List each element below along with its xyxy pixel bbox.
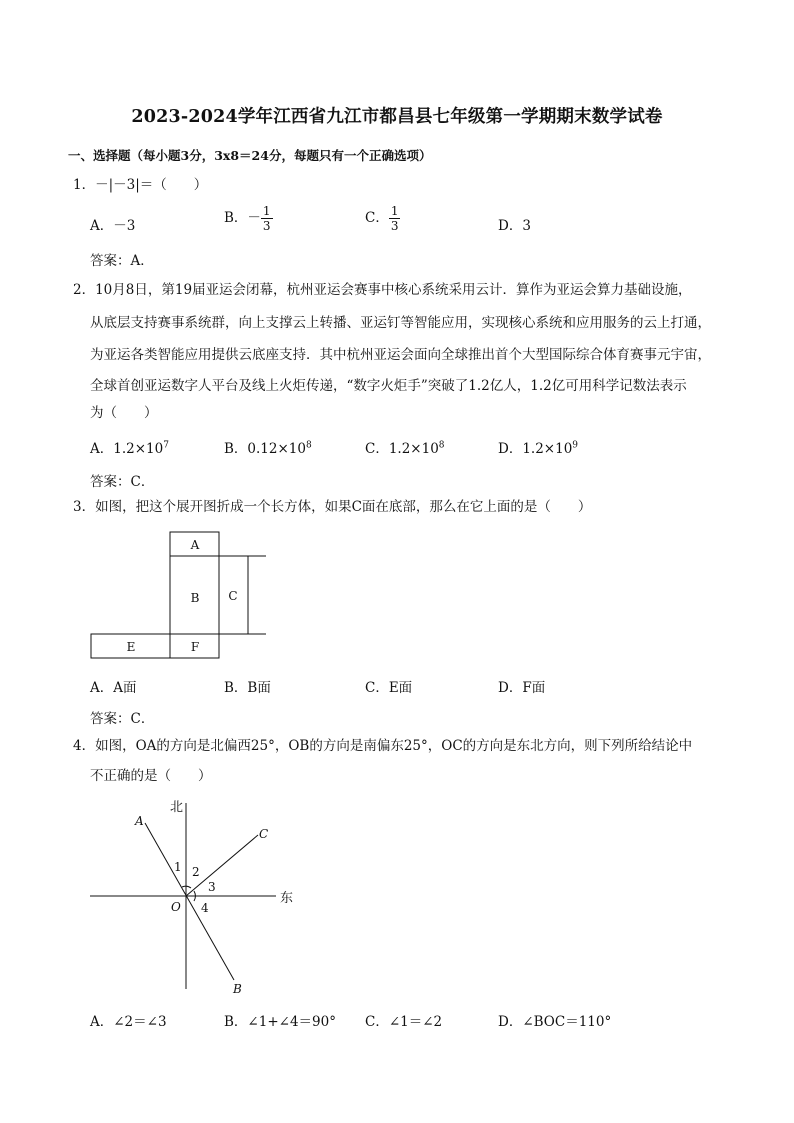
- q3-option-a: A．A面: [90, 680, 137, 696]
- denominator: 3: [262, 219, 271, 233]
- q2-option-d: [498, 437, 578, 457]
- fraction: [261, 204, 273, 233]
- q2-option-b: [224, 437, 312, 457]
- exponent: 8: [438, 440, 445, 451]
- exponent: 7: [163, 440, 169, 451]
- point-b-label: B: [233, 982, 242, 996]
- question-2-line-2: 从底层支持赛事系统群，向上支撑云上转播、亚运钉等智能应用，实现核心系统和应用服务的云上打通，: [90, 315, 711, 331]
- q1-option-a: A．－3: [90, 218, 136, 234]
- question-3-stem: 3．如图，把这个展开图折成一个长方体，如果C面在底部，那么在它上面的是（ ）: [73, 499, 592, 515]
- cuboid-net-figure: [88, 528, 273, 664]
- question-2-line-3: 为亚运各类智能应用提供云底座支持．其中杭州亚运会面向全球推出首个大型国际综合体育赛事元宇宙，: [90, 347, 711, 363]
- question-4-line-2: 不正确的是（ ）: [90, 768, 212, 784]
- q3-option-c: C．E面: [365, 680, 413, 696]
- question-2-line-4: 全球首创亚运数字人平台及线上火炬传递，“数字火炬手”突破了1.2亿人，1.2亿可用科学记数法表示: [90, 378, 687, 394]
- q4-option-d: D．∠BOC＝110°: [498, 1014, 612, 1030]
- angle-1-label: 1: [174, 860, 182, 874]
- question-2-line-1: 2．10月8日，第19届亚运会闭幕，杭州亚运会赛事中核心系统采用云计．算作为亚运会算力基础设施，: [73, 282, 692, 298]
- q1-option-c-prefix: C．: [365, 210, 389, 226]
- angle-2-label: 2: [192, 865, 200, 879]
- q2-option-c-text: C．1.2×10: [365, 441, 439, 457]
- q3-option-b: B．B面: [224, 680, 271, 696]
- angle-3-label: 3: [208, 880, 216, 894]
- direction-angle-figure: [88, 795, 303, 1000]
- q2-answer: 答案：C．: [90, 474, 155, 490]
- q1-option-c: [365, 204, 400, 233]
- q4-option-a: A．∠2＝∠3: [90, 1014, 167, 1030]
- question-2-line-5: 为（ ）: [90, 405, 158, 421]
- q3-answer: 答案：C．: [90, 711, 155, 727]
- q2-option-a-text: A．1.2×10: [90, 441, 164, 457]
- q1-answer: 答案：A．: [90, 253, 154, 269]
- question-4-line-1: 4．如图，OA的方向是北偏西25°，OB的方向是南偏东25°，OC的方向是东北方向，则下列所给结论中: [73, 738, 693, 754]
- q2-option-b-text: B．0.12×10: [224, 441, 306, 457]
- q1-option-b-prefix: B．－: [224, 210, 261, 226]
- q4-option-b: B．∠1+∠4＝90°: [224, 1014, 336, 1030]
- q2-option-c: [365, 437, 445, 457]
- north-label: 北: [170, 800, 184, 815]
- exponent: 9: [572, 440, 579, 451]
- question-1-stem: 1．－|－3|＝（ ）: [73, 177, 208, 193]
- east-label: 东: [280, 891, 294, 906]
- face-f-label: F: [190, 640, 200, 654]
- denominator: 3: [390, 219, 399, 233]
- point-o-label: O: [171, 900, 181, 914]
- numerator: 1: [262, 204, 271, 218]
- q2-option-a: [90, 437, 169, 457]
- face-b-label: B: [190, 591, 200, 605]
- q4-option-c: C．∠1＝∠2: [365, 1014, 443, 1030]
- section-heading: 一、选择题（每小题3分，3x8＝24分，每题只有一个正确选项）: [68, 148, 432, 163]
- point-a-label: A: [135, 814, 144, 828]
- q1-option-b: [224, 204, 273, 233]
- page-title: 2023-2024学年江西省九江市都昌县七年级第一学期期末数学试卷: [131, 107, 663, 127]
- exponent: 8: [305, 440, 312, 451]
- q2-option-d-text: D．1.2×10: [498, 441, 573, 457]
- point-c-label: C: [259, 827, 269, 841]
- face-e-label: E: [126, 640, 136, 654]
- ray-oa-ob-line: [145, 823, 234, 980]
- q1-option-d: D．3: [498, 218, 531, 234]
- fraction: [389, 204, 401, 233]
- q3-option-d: D．F面: [498, 680, 546, 696]
- face-c-label: C: [228, 589, 238, 603]
- angle-4-label: 4: [201, 901, 209, 915]
- face-a-label: A: [190, 538, 200, 552]
- numerator: 1: [390, 204, 399, 218]
